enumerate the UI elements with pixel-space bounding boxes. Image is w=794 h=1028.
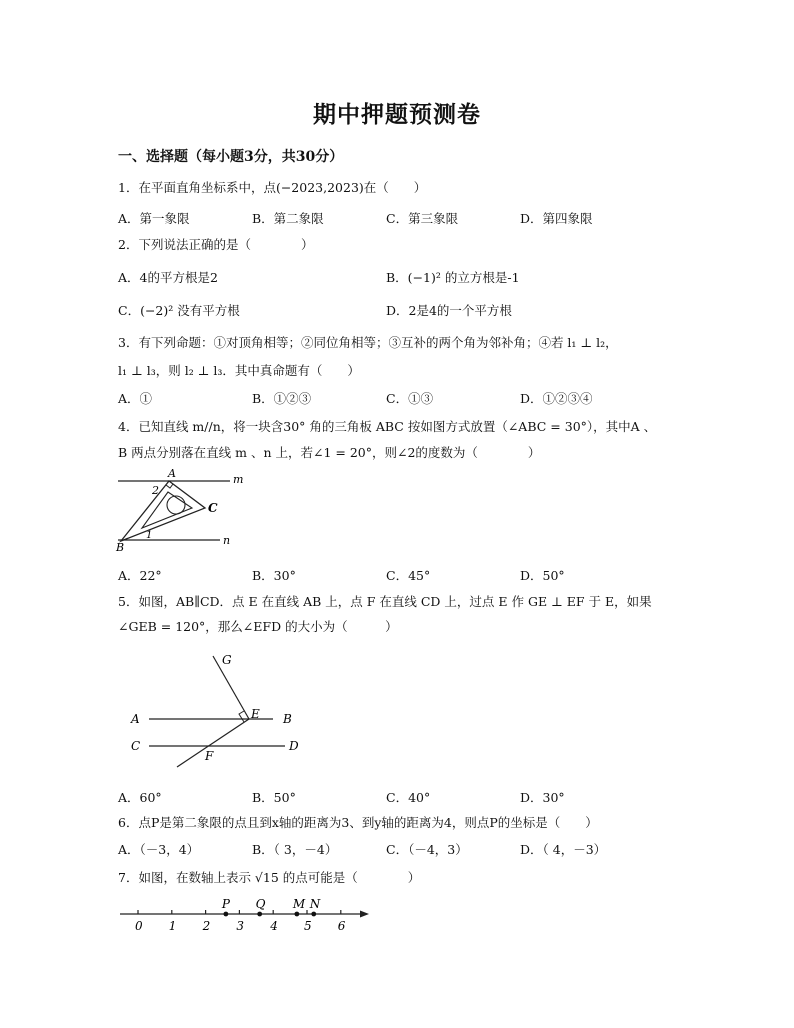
q6-option-d[interactable]: D．（ 4，－3） (520, 842, 607, 857)
q5-option-d[interactable]: D．30° (520, 790, 565, 805)
label-e: E (251, 707, 260, 721)
q2-option-b[interactable]: B．(−1)² 的立方根是-1 (386, 270, 520, 285)
label-d: D (289, 739, 299, 753)
label-a: A (168, 467, 176, 480)
q7-number-line (115, 892, 375, 938)
right-angle-mark (239, 711, 244, 722)
q3-option-a[interactable]: A．① (118, 391, 153, 406)
triangle-outer (121, 481, 205, 541)
q1-option-a[interactable]: A．第一象限 (118, 211, 190, 226)
question-3-stem: 3．有下列命题：①对顶角相等；②同位角相等；③互补的两个角为邻补角；④若 l₁ ⊥ l₂， (118, 335, 618, 350)
q5-option-c[interactable]: C．40° (386, 790, 431, 805)
label-b: B (116, 541, 125, 554)
right-angle-mark (166, 484, 173, 488)
label-a: A (131, 712, 140, 726)
axis-arrow (360, 911, 369, 918)
label-b: B (283, 712, 292, 726)
q4-option-b[interactable]: B．30° (252, 568, 296, 583)
point-label-M: M (292, 897, 306, 911)
q5-option-a[interactable]: A．60° (118, 790, 162, 805)
label-g: G (222, 653, 232, 667)
q5-option-b[interactable]: B．50° (252, 790, 296, 805)
q5-figure (125, 650, 310, 775)
point-Q (257, 912, 262, 917)
question-6-stem: 6．点P是第二象限的点且到x轴的距离为3、到y轴的距离为4，则点P的坐标是（ ） (118, 815, 598, 830)
question-5-stem-cont: ∠GEB = 120°，那么∠EFD 的大小为（ ） (118, 619, 398, 634)
page-title: 期中押题预测卷 (313, 101, 481, 128)
q4-option-d[interactable]: D．50° (520, 568, 565, 583)
q6-option-c[interactable]: C．（－4，3） (386, 842, 468, 857)
q3-option-d[interactable]: D．①②③④ (520, 391, 593, 406)
label-n: n (223, 534, 231, 547)
question-4-stem: 4．已知直线 m//n，将一块含30° 角的三角板 ABC 按如图方式放置（∠ABC = 30°），其中A 、 (118, 419, 657, 434)
point-label-N: N (309, 897, 321, 911)
q6-option-a[interactable]: A．（－3，4） (118, 842, 200, 857)
label-angle-1: 1 (146, 530, 153, 541)
label-c: C (208, 501, 218, 515)
q4-option-a[interactable]: A．22° (118, 568, 162, 583)
tick-label-0: 0 (135, 919, 143, 933)
label-c: C (131, 739, 141, 753)
tick-label-6: 6 (337, 919, 346, 933)
point-N (311, 912, 316, 917)
q4-figure (112, 466, 242, 556)
question-4-stem-cont: B 两点分别落在直线 m 、n 上，若∠1 = 20°，则∠2的度数为（ ） (118, 445, 541, 460)
point-label-P: P (221, 897, 230, 911)
q3-option-b[interactable]: B．①②③ (252, 391, 312, 406)
tick-label-4: 4 (270, 919, 278, 933)
tick-label-3: 3 (236, 919, 245, 933)
q2-option-c[interactable]: C．(−2)² 没有平方根 (118, 303, 240, 318)
label-m: m (233, 473, 244, 486)
q1-option-d[interactable]: D．第四象限 (520, 211, 593, 226)
question-7-stem: 7．如图，在数轴上表示 √15 的点可能是（ ） (118, 870, 421, 885)
tick-label-1: 1 (168, 919, 177, 933)
question-5-stem: 5．如图，AB∥CD．点 E 在直线 AB 上，点 F 在直线 CD 上，过点 E 作 GE ⊥ EF 于 E，如果 (118, 594, 652, 609)
q2-option-a[interactable]: A．4的平方根是2 (118, 270, 218, 285)
tick-label-2: 2 (202, 919, 211, 933)
question-1-stem: 1．在平面直角坐标系中，点(−2023,2023)在（ ） (118, 180, 427, 195)
q2-option-d[interactable]: D．2是4的一个平方根 (386, 303, 512, 318)
q1-option-b[interactable]: B．第二象限 (252, 211, 324, 226)
tick-label-5: 5 (304, 919, 312, 933)
label-f: F (205, 749, 214, 763)
question-3-stem-cont: l₁ ⊥ l₃，则 l₂ ⊥ l₃．其中真命题有（ ） (118, 363, 360, 378)
question-2-stem: 2．下列说法正确的是（ ） (118, 237, 314, 252)
triangle-hole (167, 496, 185, 514)
section-heading: 一、选择题（每小题3分，共30分） (118, 149, 344, 165)
q4-option-c[interactable]: C．45° (386, 568, 431, 583)
q6-option-b[interactable]: B．（ 3，－4） (252, 842, 338, 857)
point-label-Q: Q (255, 897, 266, 911)
q1-option-c[interactable]: C．第三象限 (386, 211, 459, 226)
point-P (223, 912, 228, 917)
point-M (294, 912, 299, 917)
label-angle-2: 2 (152, 484, 159, 497)
q3-option-c[interactable]: C．①③ (386, 391, 434, 406)
